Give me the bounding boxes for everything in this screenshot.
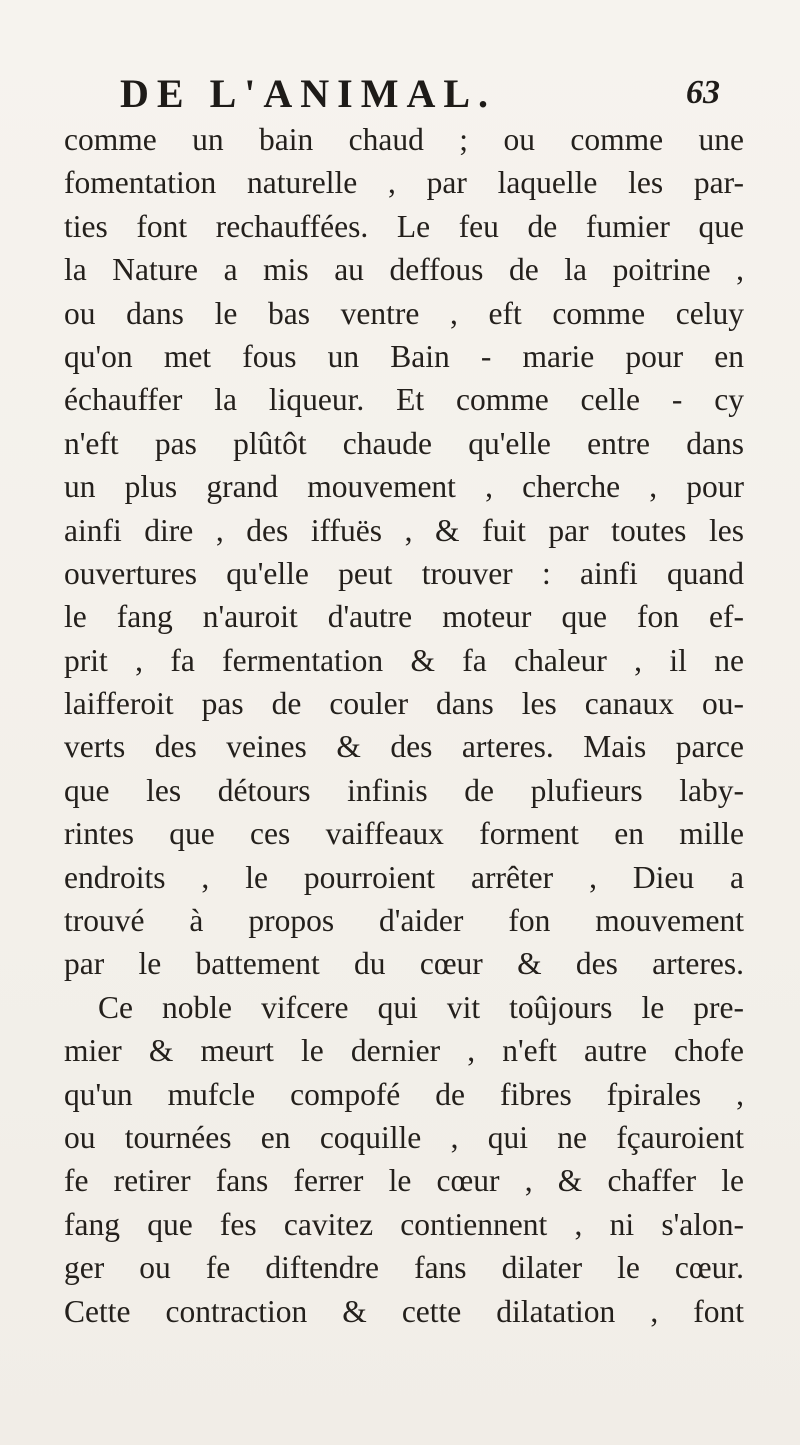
text-line: par le battement du cœur & des arteres. — [64, 946, 744, 982]
text-line: ou tournées en coquille , qui ne fçauroient — [64, 1119, 744, 1155]
text-line: ger ou fe diftendre fans dilater le cœur. — [64, 1250, 744, 1286]
text-line: la Nature a mis au deffous de la poitrine , — [64, 252, 744, 288]
text-line: fang que fes cavitez contiennent , ni s'alon- — [64, 1206, 744, 1242]
paragraph-first-line: Ce noble vifcere qui vit toûjours le pre- — [98, 989, 744, 1025]
text-line: endroits , le pourroient arrêter , Dieu a — [64, 859, 744, 895]
page-header — [120, 70, 720, 120]
text-line: fe retirer fans ferrer le cœur , & chaffer le — [64, 1163, 744, 1199]
text-line: mier & meurt le dernier , n'eft autre chofe — [64, 1033, 744, 1069]
text-line: qu'on met fous un Bain - marie pour en — [64, 338, 744, 374]
page-number: 63 — [686, 74, 720, 111]
text-line: Cette contraction & cette dilatation , font — [64, 1293, 744, 1329]
text-line: fomentation naturelle , par laquelle les par- — [64, 165, 744, 201]
text-line: trouvé à propos d'aider fon mouvement — [64, 903, 744, 939]
body-text — [64, 118, 744, 1333]
text-line: laifferoit pas de couler dans les canaux ou- — [64, 686, 744, 722]
text-line: ainfi dire , des iffuës , & fuit par toutes les — [64, 512, 744, 548]
text-line: comme un bain chaud ; ou comme une — [64, 122, 744, 157]
text-line: ties font rechauffées. Le feu de fumier que — [64, 208, 744, 244]
text-line: échauffer la liqueur. Et comme celle - cy — [64, 382, 744, 418]
text-line: n'eft pas plûtôt chaude qu'elle entre dans — [64, 425, 744, 461]
text-line: ou dans le bas ventre , eft comme celuy — [64, 295, 744, 331]
running-head: DE L'ANIMAL. — [120, 71, 497, 116]
text-line: prit , fa fermentation & fa chaleur , il ne — [64, 642, 744, 678]
text-line: ouvertures qu'elle peut trouver : ainfi quand — [64, 555, 744, 591]
text-line: qu'un mufcle compofé de fibres fpirales , — [64, 1076, 744, 1112]
text-line: le fang n'auroit d'autre moteur que fon ef- — [64, 599, 744, 635]
text-line: que les détours infinis de plufieurs laby- — [64, 772, 744, 808]
text-line: un plus grand mouvement , cherche , pour — [64, 469, 744, 505]
text-line: verts des veines & des arteres. Mais parce — [64, 729, 744, 765]
text-line: rintes que ces vaiffeaux forment en mille — [64, 816, 744, 852]
